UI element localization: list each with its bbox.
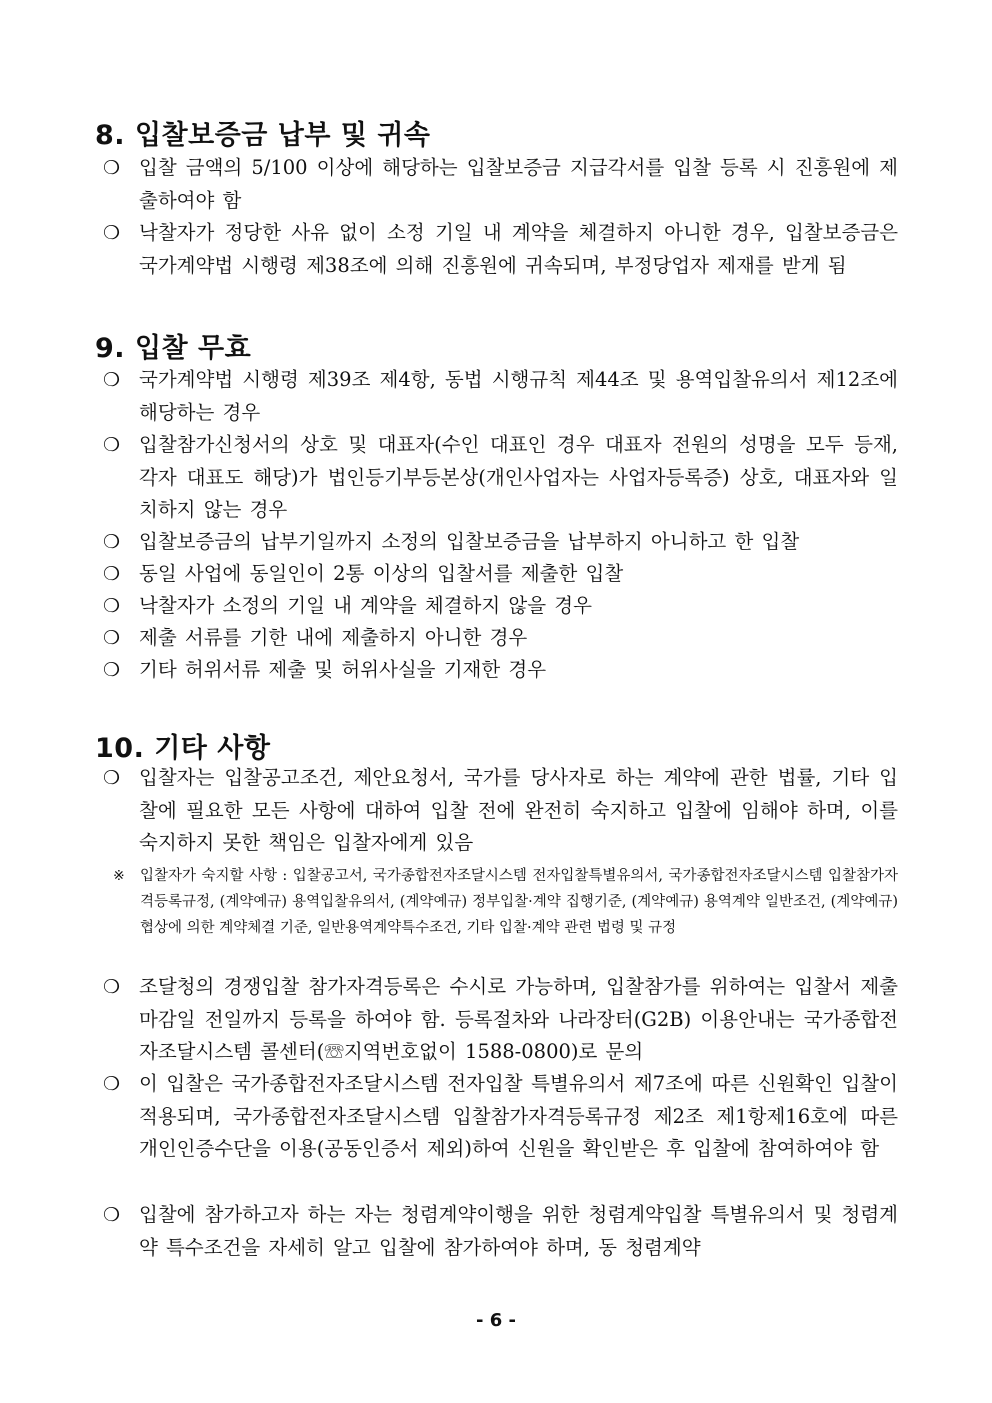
list-item-text: 이 입찰은 국가종합전자조달시스템 전자입찰 특별유의서 제7조에 따른 신원확인 입찰이 적용되며, 국가종합전자조달시스템 입찰참가자격등록규정 제2조 제1항제16호에 따른 개인인증수단을 이용(공동인증서 제외)하여 신원을 확인받은 후 입찰에 참여하여야 함 (139, 1072, 898, 1160)
list-item-text: 입찰 금액의 5/100 이상에 해당하는 입찰보증금 지급각서를 입찰 등록 시 진흥원에 제출하여야 함 (139, 156, 898, 212)
list-item-text: 낙찰자가 소정의 기일 내 계약을 체결하지 않을 경우 (139, 594, 592, 617)
list-item-text: 입찰보증금의 납부기일까지 소정의 입찰보증금을 납부하지 아니하고 한 입찰 (139, 530, 800, 553)
bullet-circle-icon: ❍ (103, 976, 121, 998)
bullet-circle-icon: ❍ (103, 627, 121, 649)
list-item-text: 국가계약법 시행령 제39조 제4항, 동법 시행규칙 제44조 및 용역입찰유의서 제12조에 해당하는 경우 (139, 368, 898, 424)
list-item-text: 조달청의 경쟁입찰 참가자격등록은 수시로 가능하며, 입찰참가를 위하여는 입찰서 제출 마감일 전일까지 등록을 하여야 함. 등록절차와 나라장터(G2B) 이용안내는 국가종합전자조달시스템 콜센터(☏지역번호없이 1588-0800)로 문의 (139, 975, 898, 1063)
section-10-heading: 10. 기타 사항 (95, 733, 271, 764)
bullet-circle-icon: ❍ (103, 531, 121, 553)
list-item (103, 1199, 898, 1264)
page-number: - 6 - (476, 1310, 516, 1331)
bullet-circle-icon: ❍ (103, 767, 121, 789)
bullet-circle-icon: ❍ (103, 659, 121, 681)
list-item (103, 558, 898, 591)
list-item-text: 제출 서류를 기한 내에 제출하지 아니한 경우 (139, 626, 528, 649)
bullet-circle-icon: ❍ (103, 369, 121, 391)
list-item-text: 입찰자는 입찰공고조건, 제안요청서, 국가를 당사자로 하는 계약에 관한 법률, 기타 입찰에 필요한 모든 사항에 대하여 입찰 전에 완전히 숙지하고 입찰에 임해야 하며, 이를 숙지하지 못한 책임은 입찰자에게 있음 (139, 766, 898, 854)
list-item-text: 입찰참가신청서의 상호 및 대표자(수인 대표인 경우 대표자 전원의 성명을 모두 등재, 각자 대표도 해당)가 법인등기부등본상(개인사업자는 사업자등록증) 상호, 대표자와 일치하지 않는 경우 (139, 433, 898, 521)
list-item (103, 654, 898, 687)
reference-mark-icon: ※ (113, 868, 125, 884)
bullet-circle-icon: ❍ (103, 434, 121, 456)
list-item (103, 152, 898, 217)
list-item (103, 364, 898, 429)
bullet-circle-icon: ❍ (103, 595, 121, 617)
bullet-circle-icon: ❍ (103, 222, 121, 244)
list-item (103, 429, 898, 527)
note-text: 입찰자가 숙지할 사항 : 입찰공고서, 국가종합전자조달시스템 전자입찰특별유의서, 국가종합전자조달시스템 입찰참가자격등록규정, (계약예규) 용역입찰유의서, (계약예규) 정부입찰·계약 집행기준, (계약예규) 용역계약 일반조건, (계약예규) 협상에 의한 계약체결 기준, 일반용역계약특수조건, 기타 입찰·계약 관련 법령 및 규정 (140, 868, 898, 936)
list-item (103, 762, 898, 860)
list-item-text: 동일 사업에 동일인이 2통 이상의 입찰서를 제출한 입찰 (139, 562, 624, 585)
bullet-circle-icon: ❍ (103, 1073, 121, 1095)
list-item (103, 622, 898, 655)
bullet-circle-icon: ❍ (103, 563, 121, 585)
section-9-heading: 9. 입찰 무효 (95, 333, 252, 364)
list-item (103, 526, 898, 559)
list-item (103, 971, 898, 1069)
list-item (103, 1068, 898, 1166)
list-item (103, 217, 898, 282)
section-8-heading: 8. 입찰보증금 납부 및 귀속 (95, 120, 431, 151)
bullet-circle-icon: ❍ (103, 1204, 121, 1226)
list-item-text: 입찰에 참가하고자 하는 자는 청렴계약이행을 위한 청렴계약입찰 특별유의서 및 청렴계약 특수조건을 자세히 알고 입찰에 참가하여야 하며, 동 청렴계약 (139, 1203, 898, 1259)
list-item (103, 590, 898, 623)
list-item-text: 기타 허위서류 제출 및 허위사실을 기재한 경우 (139, 658, 547, 681)
list-item-text: 낙찰자가 정당한 사유 없이 소정 기일 내 계약을 체결하지 아니한 경우, 입찰보증금은 국가계약법 시행령 제38조에 의해 진흥원에 귀속되며, 부정당업자 제재를 받게 됨 (139, 221, 898, 277)
bullet-circle-icon: ❍ (103, 157, 121, 179)
note-block (113, 863, 898, 941)
